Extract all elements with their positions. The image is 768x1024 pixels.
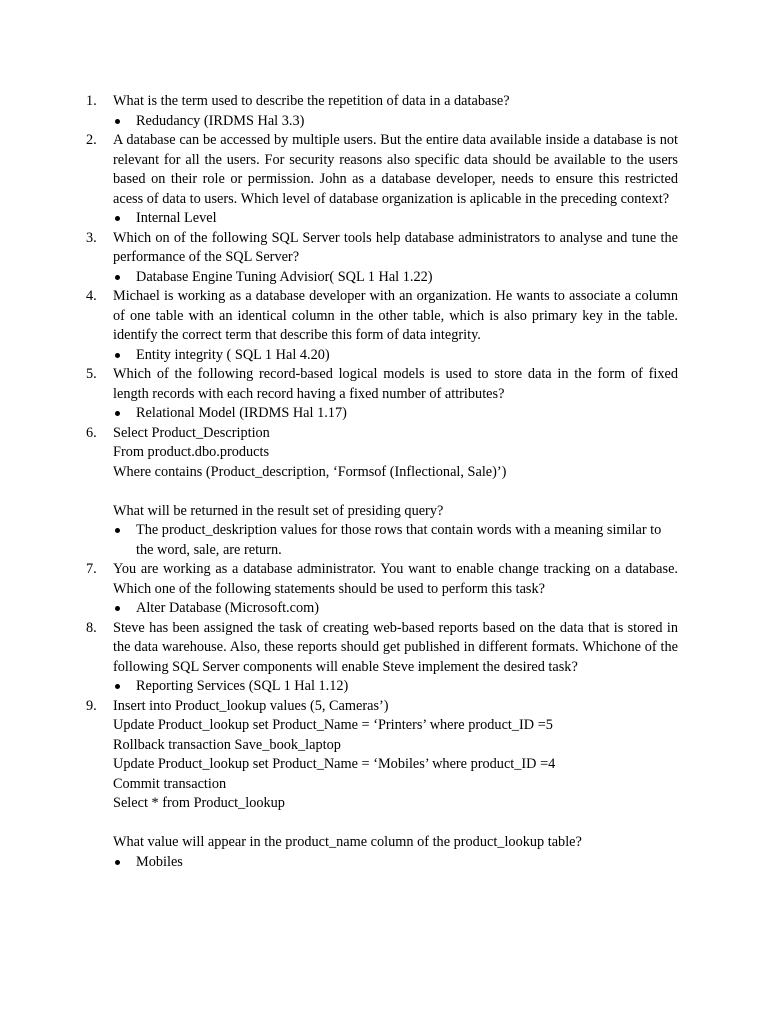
question-text: What value will appear in the product_name column of the product_lookup table?	[113, 834, 582, 850]
question-item-6	[86, 424, 678, 561]
answer-text: The product_deskription values for those rows that contain words with a meaning similar to the word, sale, are return.	[136, 522, 662, 558]
code-line: From product.dbo.products	[113, 444, 270, 460]
question-number: 1.	[86, 93, 97, 109]
code-line: Update Product_lookup set Product_Name = ‘Printers’ where product_ID =5	[113, 717, 553, 733]
answer-text: Relational Model (IRDMS Hal 1.17)	[136, 405, 347, 421]
question-item-2	[86, 131, 678, 229]
answer-item	[113, 112, 678, 132]
bullet-icon	[115, 528, 120, 533]
answer-text: Redudancy (IRDMS Hal 3.3)	[136, 112, 305, 129]
question-text: Steve has been assigned the task of creating web-based reports based on the data that is stored in the data warehouse. Also, these reports should get published in different formats. Whichone of the following SQL Server components will enable Steve implement the desired task?	[113, 619, 678, 675]
bullet-icon	[115, 119, 120, 124]
question-text: Which of the following record-based logical models is used to store data in the form of fixed length records with each record having a fixed number of attributes?	[113, 366, 678, 402]
question-number: 6.	[86, 424, 97, 441]
question-text: Michael is working as a database developer with an organization. He wants to associate a column of one table with an identical column in the other table, which is also primary key in the table. identify the correct term that describe this form of data integrity.	[113, 288, 678, 343]
code-line: Select * from Product_lookup	[113, 795, 285, 811]
code-line: Commit transaction	[113, 775, 227, 792]
question-item-3	[86, 229, 678, 288]
answer-text: Alter Database (Microsoft.com)	[136, 600, 320, 616]
code-line: Rollback transaction Save_book_laptop	[113, 736, 341, 753]
answer-item	[113, 599, 678, 619]
question-item-9	[86, 697, 678, 873]
bullet-icon	[115, 860, 120, 865]
answer-item	[113, 404, 678, 424]
question-text: You are working as a database administrator. You want to enable change tracking on a database. Which one of the following statements should be used to perform this task?	[113, 561, 678, 597]
blank-line	[113, 482, 678, 502]
question-item-7	[86, 560, 678, 619]
answer-item	[113, 346, 678, 366]
question-text: A database can be accessed by multiple users. But the entire data available inside a database is not relevant for all the users. For security reasons also specific data should be available to the users based on their role or permission. John as a database developer, needs to ensure this restricted acess of data to users. Which level of database organization is aplicable in the preceding context?	[113, 132, 678, 207]
code-line: Update Product_lookup set Product_Name = ‘Mobiles’ where product_ID =4	[113, 756, 556, 772]
bullet-icon	[115, 275, 120, 280]
bullet-icon	[115, 411, 120, 416]
question-list	[86, 92, 678, 872]
answer-text: Internal Level	[136, 210, 217, 226]
code-line: Insert into Product_lookup values (5, Cameras’)	[113, 697, 389, 714]
question-number: 5.	[86, 366, 97, 382]
bullet-icon	[115, 353, 120, 358]
question-text: Which on of the following SQL Server tools help database administrators to analyse and tune the performance of the SQL Server?	[113, 229, 678, 265]
answer-item	[113, 677, 678, 697]
question-item-5	[86, 365, 678, 424]
answer-item	[113, 521, 678, 560]
answer-text: Mobiles	[136, 853, 183, 870]
answer-item	[113, 268, 678, 288]
blank-line	[113, 814, 678, 834]
answer-item	[113, 209, 678, 229]
answer-item	[113, 853, 678, 873]
question-item-8	[86, 619, 678, 697]
bullet-icon	[115, 216, 120, 221]
code-line: Select Product_Description	[113, 424, 270, 441]
answer-text: Reporting Services (SQL 1 Hal 1.12)	[136, 678, 349, 694]
question-number: 8.	[86, 619, 97, 636]
question-number: 2.	[86, 132, 97, 148]
bullet-icon	[115, 684, 120, 689]
question-item-1	[86, 92, 678, 131]
answer-text: Entity integrity ( SQL 1 Hal 4.20)	[136, 346, 330, 363]
bullet-icon	[115, 606, 120, 611]
question-text: What is the term used to describe the repetition of data in a database?	[113, 93, 510, 109]
answer-text: Database Engine Tuning Advisior( SQL 1 Hal 1.22)	[136, 268, 433, 285]
question-number: 9.	[86, 697, 97, 714]
question-number: 4.	[86, 288, 97, 304]
question-number: 3.	[86, 229, 97, 246]
question-number: 7.	[86, 561, 97, 577]
question-text: What will be returned in the result set of presiding query?	[113, 502, 444, 519]
code-line: Where contains (Product_description, ‘Formsof (Inflectional, Sale)’)	[113, 463, 507, 480]
question-item-4	[86, 287, 678, 365]
